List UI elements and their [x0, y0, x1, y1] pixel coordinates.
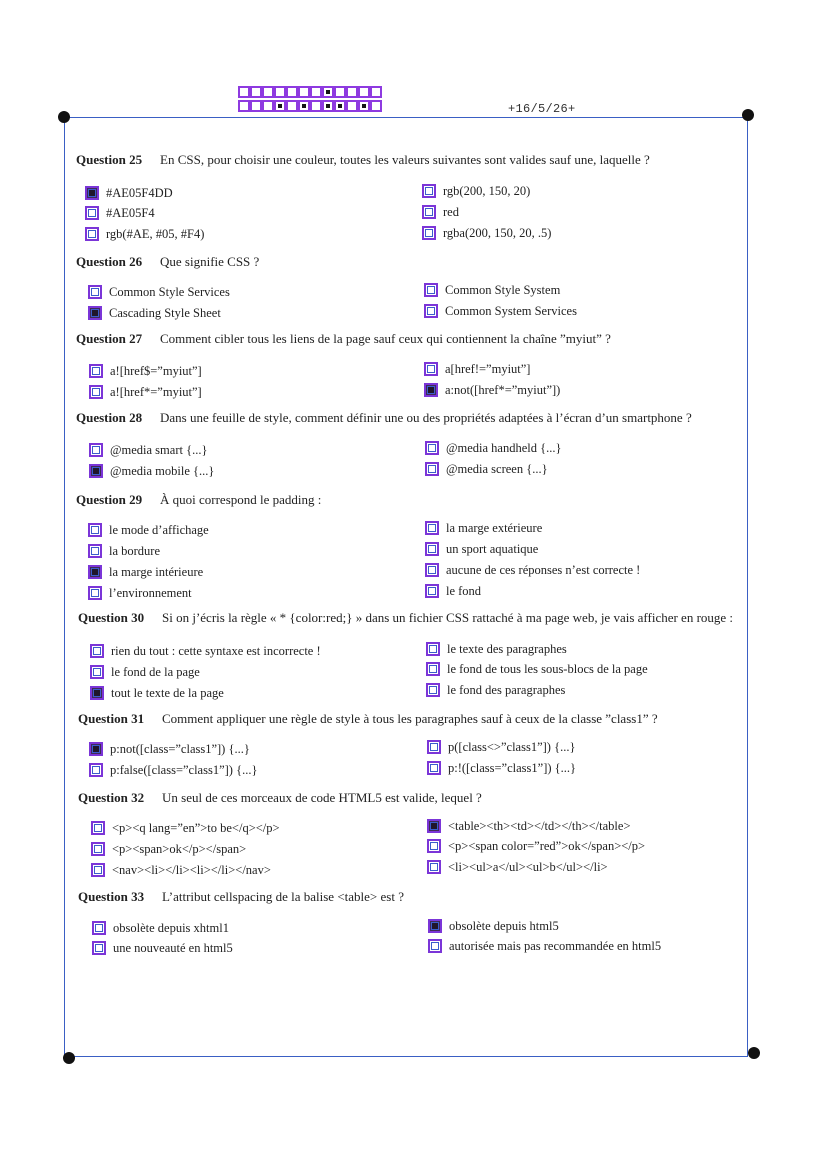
- answer-option[interactable]: [89, 384, 202, 400]
- barcode-cell: [358, 86, 370, 98]
- answer-option[interactable]: [91, 841, 246, 857]
- question-header: [76, 331, 736, 347]
- answer-label: la bordure: [109, 544, 161, 558]
- question-text: L’attribut cellspacing de la balise <table> est ?: [162, 889, 404, 904]
- answer-option[interactable]: [90, 685, 224, 701]
- corner-mark-top-right: [742, 109, 754, 121]
- answer-option[interactable]: [427, 859, 608, 875]
- barcode-cell: [250, 86, 262, 98]
- checkbox-icon[interactable]: [428, 939, 442, 953]
- barcode-cell: [238, 86, 250, 98]
- checkbox-icon[interactable]: [425, 563, 439, 577]
- answer-label: rgba(200, 150, 20, .5): [443, 226, 552, 240]
- question-number: Question 25: [76, 152, 143, 167]
- answer-label: Common Style Services: [109, 285, 230, 299]
- answer-label: Cascading Style Sheet: [109, 306, 221, 320]
- answer-option[interactable]: [91, 820, 280, 836]
- answer-label: le fond de tous les sous-blocs de la page: [447, 662, 648, 676]
- answer-option[interactable]: [425, 583, 481, 599]
- answer-label: la marge extérieure: [446, 521, 543, 535]
- checkbox-icon[interactable]: [88, 285, 102, 299]
- answer-option[interactable]: [424, 303, 577, 319]
- question-number: Question 29: [76, 492, 143, 507]
- question-number: Question 30: [78, 610, 145, 625]
- checkbox-checked-icon[interactable]: [88, 306, 102, 320]
- answer-option[interactable]: [88, 284, 230, 300]
- barcode-cell: [358, 100, 370, 112]
- answer-option[interactable]: [92, 940, 233, 956]
- barcode-cell: [334, 86, 346, 98]
- barcode-cell: [346, 86, 358, 98]
- barcode-cell: [298, 86, 310, 98]
- question-header: [76, 492, 736, 508]
- checkbox-icon[interactable]: [91, 863, 105, 877]
- answer-label: <p><span>ok</p></span>: [112, 842, 247, 856]
- checkbox-icon[interactable]: [85, 227, 99, 241]
- answer-label: obsolète depuis xhtml1: [113, 921, 229, 935]
- answer-label: la marge intérieure: [109, 565, 204, 579]
- answer-option[interactable]: [427, 818, 631, 834]
- answer-option[interactable]: [88, 564, 203, 580]
- page-id-barcode: [238, 86, 382, 114]
- answer-label: <li><ul>a</ul><ul>b</ul></li>: [448, 860, 608, 874]
- question-header: [78, 889, 738, 905]
- answer-label: #AE05F4: [106, 206, 155, 220]
- checkbox-icon[interactable]: [89, 763, 103, 777]
- checkbox-icon[interactable]: [424, 283, 438, 297]
- answer-label: a[href!=”myiut”]: [445, 362, 531, 376]
- checkbox-icon[interactable]: [425, 542, 439, 556]
- barcode-cell: [346, 100, 358, 112]
- checkbox-icon[interactable]: [89, 443, 103, 457]
- answer-label: autorisée mais pas recommandée en html5: [449, 939, 662, 953]
- checkbox-icon[interactable]: [92, 941, 106, 955]
- checkbox-icon[interactable]: [90, 644, 104, 658]
- answer-option[interactable]: [85, 226, 204, 242]
- answer-option[interactable]: [89, 363, 202, 379]
- checkbox-icon[interactable]: [424, 362, 438, 376]
- checkbox-icon[interactable]: [422, 226, 436, 240]
- answer-label: <nav><li></li><li></li></nav>: [112, 863, 271, 877]
- checkbox-icon[interactable]: [91, 821, 105, 835]
- barcode-cell: [370, 100, 382, 112]
- answer-option[interactable]: [85, 205, 155, 221]
- barcode-cell: [250, 100, 262, 112]
- answer-option[interactable]: [92, 920, 229, 936]
- answer-label: le fond de la page: [111, 665, 200, 679]
- question-number: Question 33: [78, 889, 145, 904]
- answer-label: Common System Services: [445, 304, 577, 318]
- question-text: Comment appliquer une règle de style à tous les paragraphes sauf à ceux de la classe ”class1” ?: [162, 711, 658, 726]
- answer-option[interactable]: [424, 361, 530, 377]
- barcode-cell: [310, 86, 322, 98]
- corner-mark-top-left: [58, 111, 70, 123]
- answer-label: le fond: [446, 584, 482, 598]
- checkbox-checked-icon[interactable]: [428, 919, 442, 933]
- answer-label: l’environnement: [109, 586, 192, 600]
- answer-label: a:not([href*=”myiut”]): [445, 383, 561, 397]
- question-text: En CSS, pour choisir une couleur, toutes les valeurs suivantes sont valides sauf une, laquelle ?: [160, 152, 650, 167]
- answer-label: @media mobile {...}: [110, 464, 215, 478]
- answer-option[interactable]: [422, 204, 459, 220]
- answer-option[interactable]: [425, 562, 640, 578]
- question-25: [76, 152, 736, 168]
- checkbox-icon[interactable]: [89, 364, 103, 378]
- answer-label: rgb(200, 150, 20): [443, 184, 531, 198]
- checkbox-icon[interactable]: [426, 642, 440, 656]
- question-number: Question 27: [76, 331, 143, 346]
- question-31: [78, 711, 738, 727]
- barcode-cell: [298, 100, 310, 112]
- answer-label: p:!([class=”class1”]) {...}: [448, 761, 577, 775]
- checkbox-icon[interactable]: [90, 665, 104, 679]
- question-header: [78, 711, 738, 727]
- answer-option[interactable]: [88, 305, 221, 321]
- corner-mark-bottom-left: [63, 1052, 75, 1064]
- barcode-cell: [262, 100, 274, 112]
- answer-label: le fond des paragraphes: [447, 683, 566, 697]
- checkbox-checked-icon[interactable]: [427, 819, 441, 833]
- question-number: Question 32: [78, 790, 145, 805]
- question-text: Si on j’écris la règle « * {color:red;} » dans un fichier CSS rattaché à ma page web, je vais afficher en rouge :: [162, 610, 734, 625]
- answer-label: le mode d’affichage: [109, 523, 209, 537]
- answer-option[interactable]: [88, 543, 160, 559]
- answer-label: red: [443, 205, 459, 219]
- answer-option[interactable]: [89, 463, 214, 479]
- checkbox-icon[interactable]: [88, 523, 102, 537]
- checkbox-icon[interactable]: [425, 462, 439, 476]
- question-text: Comment cibler tous les liens de la page sauf ceux qui contiennent la chaîne ”myiut” ?: [160, 331, 611, 346]
- answer-label: a![href*=”myiut”]: [110, 385, 202, 399]
- answer-label: Common Style System: [445, 283, 561, 297]
- checkbox-icon[interactable]: [422, 205, 436, 219]
- barcode-cell: [274, 100, 286, 112]
- checkbox-icon[interactable]: [427, 839, 441, 853]
- answer-option[interactable]: [89, 741, 250, 757]
- answer-option[interactable]: [90, 643, 321, 659]
- answer-label: rgb(#AE, #05, #F4): [106, 227, 205, 241]
- barcode-cell: [238, 100, 250, 112]
- barcode-cell: [370, 86, 382, 98]
- barcode-row: [238, 100, 382, 112]
- answer-option[interactable]: [88, 522, 209, 538]
- answer-label: p:false([class=”class1”]) {...}: [110, 763, 258, 777]
- checkbox-icon[interactable]: [88, 586, 102, 600]
- answer-label: @media handheld {...}: [446, 441, 562, 455]
- checkbox-checked-icon[interactable]: [424, 383, 438, 397]
- question-32: [78, 790, 738, 806]
- answer-option[interactable]: [426, 661, 648, 677]
- answer-option[interactable]: [428, 938, 661, 954]
- answer-label: rien du tout : cette syntaxe est incorrecte !: [111, 644, 321, 658]
- answer-option[interactable]: [425, 461, 548, 477]
- question-number: Question 26: [76, 254, 143, 269]
- answer-label: obsolète depuis html5: [449, 919, 559, 933]
- barcode-cell: [334, 100, 346, 112]
- answer-label: p:not([class=”class1”]) {...}: [110, 742, 250, 756]
- checkbox-icon[interactable]: [422, 184, 436, 198]
- answer-label: tout le texte de la page: [111, 686, 224, 700]
- answer-option[interactable]: [422, 225, 551, 241]
- checkbox-checked-icon[interactable]: [89, 742, 103, 756]
- checkbox-checked-icon[interactable]: [90, 686, 104, 700]
- barcode-cell: [286, 86, 298, 98]
- answer-option[interactable]: [427, 838, 645, 854]
- checkbox-checked-icon[interactable]: [88, 565, 102, 579]
- checkbox-checked-icon[interactable]: [85, 186, 99, 200]
- question-text: Dans une feuille de style, comment définir une ou des propriétés adaptées à l’écran d’un smartphone ?: [160, 410, 692, 425]
- checkbox-icon[interactable]: [425, 521, 439, 535]
- checkbox-icon[interactable]: [89, 385, 103, 399]
- answer-option[interactable]: [91, 862, 271, 878]
- checkbox-icon[interactable]: [427, 860, 441, 874]
- question-27: [76, 331, 736, 347]
- barcode-cell: [322, 100, 334, 112]
- checkbox-icon[interactable]: [427, 740, 441, 754]
- question-header: [76, 152, 736, 168]
- answer-option[interactable]: [425, 520, 542, 536]
- checkbox-icon[interactable]: [92, 921, 106, 935]
- answer-label: le texte des paragraphes: [447, 642, 567, 656]
- barcode-cell: [286, 100, 298, 112]
- answer-option[interactable]: [428, 918, 559, 934]
- answer-label: a![href$=”myiut”]: [110, 364, 202, 378]
- answer-option[interactable]: [427, 739, 575, 755]
- question-26: [76, 254, 736, 270]
- answer-label: <p><span color=”red”>ok</span></p>: [448, 839, 646, 853]
- question-number: Question 31: [78, 711, 145, 726]
- question-header: [76, 410, 736, 426]
- answer-option[interactable]: [90, 664, 200, 680]
- question-33: [78, 889, 738, 905]
- answer-option[interactable]: [426, 641, 567, 657]
- checkbox-icon[interactable]: [425, 584, 439, 598]
- barcode-cell: [310, 100, 322, 112]
- corner-mark-bottom-right: [748, 1047, 760, 1059]
- checkbox-icon[interactable]: [91, 842, 105, 856]
- answer-label: @media smart {...}: [110, 443, 208, 457]
- answer-option[interactable]: [425, 541, 538, 557]
- checkbox-icon[interactable]: [424, 304, 438, 318]
- question-number: Question 28: [76, 410, 143, 425]
- answer-label: #AE05F4DD: [106, 186, 173, 200]
- checkbox-icon[interactable]: [88, 544, 102, 558]
- question-text: Que signifie CSS ?: [160, 254, 260, 269]
- question-text: À quoi correspond le padding :: [160, 492, 322, 507]
- answer-label: une nouveauté en html5: [113, 941, 233, 955]
- checkbox-checked-icon[interactable]: [89, 464, 103, 478]
- checkbox-icon[interactable]: [85, 206, 99, 220]
- answer-option[interactable]: [424, 282, 560, 298]
- question-header: [76, 254, 736, 270]
- answer-option[interactable]: [426, 682, 565, 698]
- answer-label: p([class<>”class1”]) {...}: [448, 740, 576, 754]
- answer-option[interactable]: [85, 185, 173, 201]
- barcode-cell: [262, 86, 274, 98]
- answer-option[interactable]: [89, 442, 207, 458]
- checkbox-icon[interactable]: [425, 441, 439, 455]
- barcode-row: [238, 86, 382, 98]
- answer-option[interactable]: [427, 760, 576, 776]
- answer-label: un sport aquatique: [446, 542, 539, 556]
- checkbox-icon[interactable]: [427, 761, 441, 775]
- answer-option[interactable]: [89, 762, 257, 778]
- page-id: +16/5/26+: [508, 102, 576, 116]
- question-28: [76, 410, 736, 426]
- checkbox-icon[interactable]: [426, 683, 440, 697]
- answer-label: <p><q lang=”en”>to be</q></p>: [112, 821, 280, 835]
- barcode-cell: [274, 86, 286, 98]
- answer-option[interactable]: [422, 183, 530, 199]
- question-header: [78, 790, 738, 806]
- barcode-cell: [322, 86, 334, 98]
- answer-option[interactable]: [88, 585, 192, 601]
- question-header: [78, 610, 738, 626]
- question-29: [76, 492, 736, 508]
- answer-label: @media screen {...}: [446, 462, 548, 476]
- checkbox-icon[interactable]: [426, 662, 440, 676]
- question-text: Un seul de ces morceaux de code HTML5 est valide, lequel ?: [162, 790, 482, 805]
- answer-label: aucune de ces réponses n’est correcte !: [446, 563, 641, 577]
- answer-option[interactable]: [424, 382, 560, 398]
- answer-label: <table><th><td></td></th></table>: [448, 819, 631, 833]
- question-30: [78, 610, 738, 626]
- answer-option[interactable]: [425, 440, 562, 456]
